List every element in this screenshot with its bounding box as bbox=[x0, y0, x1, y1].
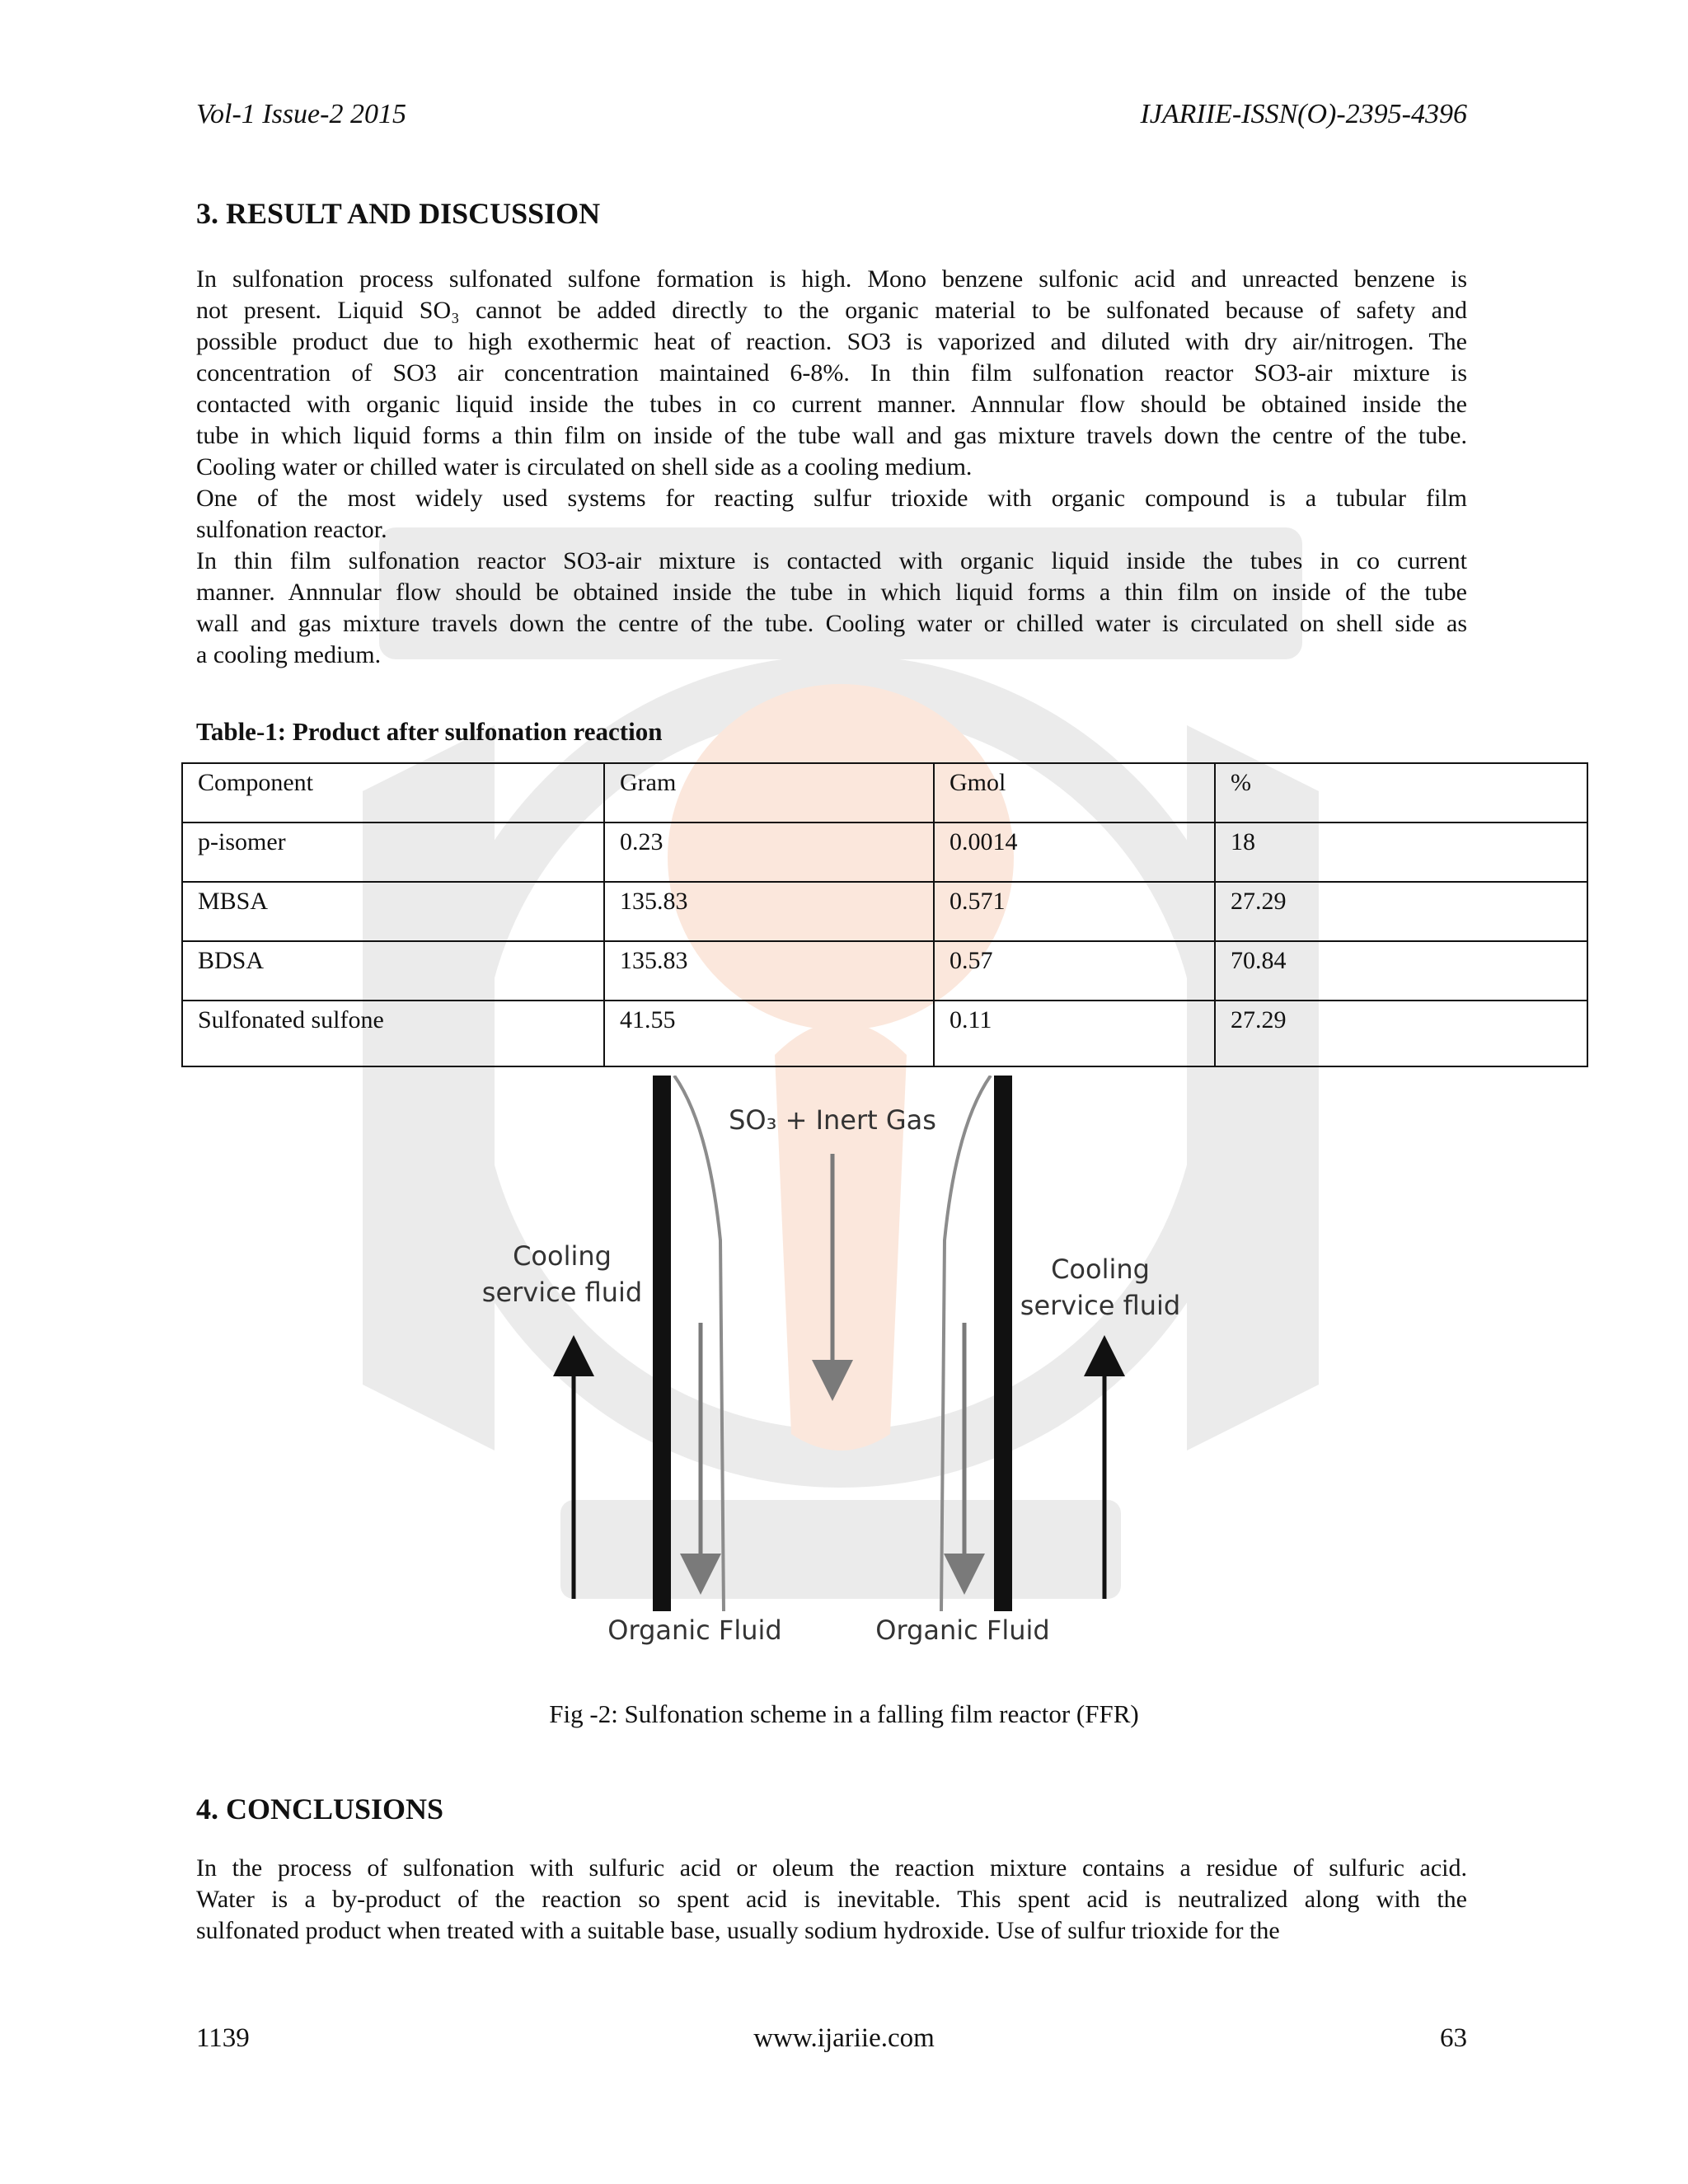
table-cell: p-isomer bbox=[182, 823, 604, 882]
organic-fluid-label-right: Organic Fluid bbox=[875, 1615, 1050, 1646]
table-header-cell: Gram bbox=[604, 763, 934, 823]
table-row bbox=[182, 882, 1587, 941]
text-line: sulfonated product when treated with a suitable base, usually sodium hydroxide. Use of sulfur trioxide for the bbox=[196, 1917, 1280, 1944]
figure-caption: Fig -2: Sulfonation scheme in a falling film reactor (FFR) bbox=[549, 1699, 1139, 1728]
text-line: In sulfonation process sulfonated sulfone formation is high. Mono benzene sulfonic acid and unreacted benzene is bbox=[196, 265, 1467, 293]
text-line: not present. Liquid SO₃ cannot be added directly to the organic material to be sulfonated because of safety and bbox=[196, 297, 1467, 324]
table-cell: 18 bbox=[1215, 823, 1587, 882]
table-row bbox=[182, 823, 1587, 882]
table-row bbox=[182, 941, 1587, 1001]
text-line: In thin film sulfonation reactor SO3-air mixture is contacted with organic liquid inside the tubes in co current bbox=[196, 547, 1467, 574]
text-line: contacted with organic liquid inside the tubes in co current manner. Annnular flow should be obtained inside the bbox=[196, 391, 1467, 418]
table-cell: 70.84 bbox=[1215, 941, 1587, 1001]
table-cell: 0.571 bbox=[934, 882, 1215, 941]
table-cell: 27.29 bbox=[1215, 882, 1587, 941]
organic-fluid-label-left: Organic Fluid bbox=[607, 1615, 782, 1646]
text-line: possible product due to high exothermic heat of reaction. SO3 is vaporized and diluted with dry air/nitrogen. The bbox=[196, 328, 1467, 355]
cooling-label-left: Cooling bbox=[513, 1240, 612, 1272]
cooling-label-left: service fluid bbox=[481, 1277, 643, 1308]
text-line: sulfonation reactor. bbox=[196, 516, 387, 543]
running-header-left: Vol-1 Issue-2 2015 bbox=[196, 99, 406, 129]
table-cell: MBSA bbox=[182, 882, 604, 941]
text-line: tube in which liquid forms a thin film on inside of the tube wall and gas mixture travels down the centre of the tube. bbox=[196, 422, 1467, 449]
table-cell: 135.83 bbox=[604, 882, 934, 941]
text-line: In the process of sulfonation with sulfuric acid or oleum the reaction mixture contains a residue of sulfuric acid. bbox=[196, 1854, 1467, 1882]
paragraph bbox=[196, 264, 1467, 483]
text-line: One of the most widely used systems for reacting sulfur trioxide with organic compound is a tubular film bbox=[196, 485, 1467, 512]
text-line: Water is a by-product of the reaction so spent acid is inevitable. This spent acid is neutralized along with the bbox=[196, 1886, 1467, 1913]
table-caption: Table-1: Product after sulfonation reaction bbox=[196, 717, 663, 746]
gas-label: SO₃ + Inert Gas bbox=[729, 1104, 936, 1136]
falling-film-reactor-diagram bbox=[462, 1076, 1203, 1652]
footer-website: www.ijariie.com bbox=[753, 2023, 935, 2053]
text-line: wall and gas mixture travels down the centre of the tube. Cooling water or chilled water is circulated on shell side as bbox=[196, 610, 1467, 637]
running-header-right: IJARIIE-ISSN(O)-2395-4396 bbox=[1140, 99, 1467, 129]
cooling-label-right: service fluid bbox=[1020, 1290, 1181, 1321]
table-header-cell: Gmol bbox=[934, 763, 1215, 823]
cooling-label-right: Cooling bbox=[1051, 1254, 1150, 1285]
table-cell: 0.23 bbox=[604, 823, 934, 882]
product-table bbox=[181, 762, 1588, 1067]
text-line: Cooling water or chilled water is circulated on shell side as a cooling medium. bbox=[196, 453, 973, 480]
table-cell: 135.83 bbox=[604, 941, 934, 1001]
text-line: a cooling medium. bbox=[196, 641, 382, 668]
table-cell: 0.0014 bbox=[934, 823, 1215, 882]
paragraph bbox=[196, 483, 1467, 546]
table-cell: 0.57 bbox=[934, 941, 1215, 1001]
paragraph bbox=[196, 546, 1467, 671]
tube-wall-right bbox=[994, 1076, 1012, 1611]
tube-wall-left bbox=[653, 1076, 671, 1611]
section-heading: 4. CONCLUSIONS bbox=[196, 1793, 444, 1825]
paragraph bbox=[196, 1853, 1467, 1947]
footer-page-number: 63 bbox=[1440, 2023, 1467, 2053]
section-heading: 3. RESULT AND DISCUSSION bbox=[196, 197, 601, 230]
table-cell: BDSA bbox=[182, 941, 604, 1001]
table-cell: 27.29 bbox=[1215, 1001, 1587, 1066]
table-cell: 0.11 bbox=[934, 1001, 1215, 1066]
table-cell: Sulfonated sulfone bbox=[182, 1001, 604, 1066]
table-header-cell: Component bbox=[182, 763, 604, 823]
table-row bbox=[182, 1001, 1587, 1066]
text-line: manner. Annnular flow should be obtained inside the tube in which liquid forms a thin film on inside of the tube bbox=[196, 579, 1467, 606]
table-header-row bbox=[182, 763, 1587, 823]
text-line: concentration of SO3 air concentration maintained 6-8%. In thin film sulfonation reactor SO3-air mixture is bbox=[196, 359, 1467, 387]
footer-paper-id: 1139 bbox=[196, 2023, 250, 2053]
table-header-cell: % bbox=[1215, 763, 1587, 823]
table-cell: 41.55 bbox=[604, 1001, 934, 1066]
